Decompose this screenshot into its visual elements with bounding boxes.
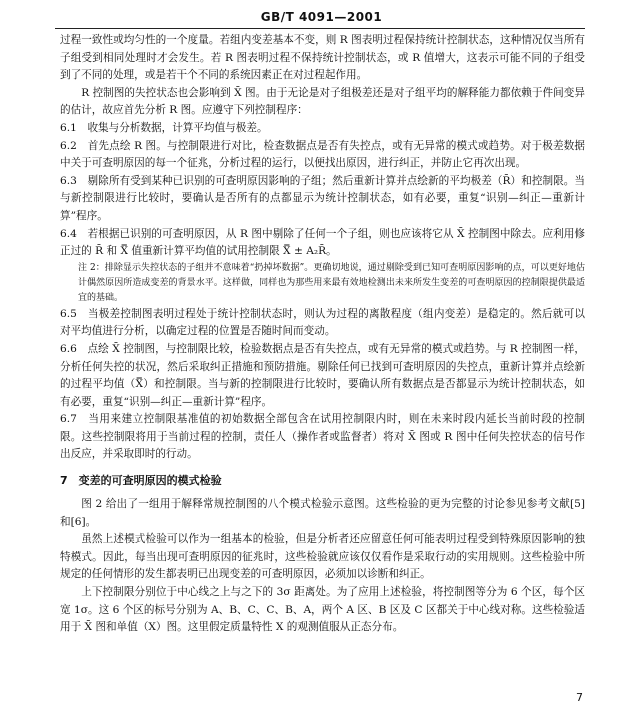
item-6-3: 6.3 剔除所有受到某种已识别的可查明原因影响的子组；然后重新计算并点绘新的平均极差（R̄）和控制限。当与新控制限进行比较时，要确认是否所有的点都显示为统计控制状态，如有必要，重复“识别—纠正—重新计算”程序。	[60, 174, 585, 222]
section-7-heading: 7 变差的可查明原因的模式检验	[60, 474, 222, 488]
item-6-6: 6.6 点绘 X̄ 控制图，与控制限比较，检验数据点是否有失控点，或有无异常的模式或趋势。与 R 控制图一样，分析任何失控的状况，然后采取纠正措施和预防措施。剔除任何已找到可查明原因的失控点，重新计算并点绘新的过程平均值（X̿）和控制限。当与新的控制限进行比较时，要确认所有数据点是否都显示为统计控制状态，如有必要，重复“识别—纠正—重新计算”程序。	[60, 342, 585, 408]
section-7-paragraph: 虽然上述模式检验可以作为一组基本的检验，但是分析者还应留意任何可能表明过程受到特殊原因影响的独特模式。因此，每当出现可查明原因的征兆时，这些检验就应该仅仅看作是采取行动的实用规则。这些检验中所规定的任何情形的发生都表明已出现变差的可查明原因，必须加以诊断和纠正。	[60, 533, 585, 581]
item-6-4: 6.4 若根据已识别的可查明原因，从 R 图中剔除了任何一个子组，则也应该将它从 X̄ 控制图中除去。应利用修正过的 R̄ 和 X̿ 值重新计算平均值的试用控制限 X̿ ± A₂R̄。	[60, 227, 585, 258]
item-6-7: 6.7 当用来建立控制限基准值的初始数据全部包含在试用控制限内时，则在未来时段内延长当前时段的控制限。这些控制限将用于当前过程的控制，责任人（操作者或监督者）将对 X̄ 图或 R 图中任何失控状态的信号作出反应，并采取即时的行动。	[60, 413, 585, 461]
page-header: GB/T 4091—2001	[260, 10, 383, 24]
page-number: 7	[576, 691, 583, 704]
paragraph-r-chart: R 控制图的失控状态也会影响到 X̄ 图。由于无论是对子组极差还是对子组平均的解释能力都依赖于件间变异的估计，故应首先分析 R 图。应遵守下列控制程序：	[60, 86, 585, 117]
note-2: 注 2：排除显示失控状态的子组并不意味着“扔掉坏数据”。更确切地说，通过剔除受到已知可查明原因影响的点，可以更好地估计偶然原因所造成变差的背景水平。这样做，同样也为那些用来最有效地检测出未来所发生变差的可查明原因的控制限提供最适宜的基础。	[78, 262, 585, 303]
item-6-1: 6.1 收集与分析数据，计算平均值与极差。	[60, 121, 268, 134]
section-7-paragraph: 图 2 给出了一组用于解释常规控制图的八个模式检验示意图。这些检验的更为完整的讨论参见参考文献[5]和[6]。	[60, 498, 585, 528]
item-6-5: 6.5 当极差控制图表明过程处于统计控制状态时，则认为过程的离散程度（组内变差）是稳定的。然后就可以对平均值进行分析，以确定过程的位置是否随时间而变动。	[60, 307, 585, 338]
document-body	[60, 32, 585, 637]
paragraph-continuation: 过程一致性或均匀性的一个度量。若组内变差基本不变，则 R 图表明过程保持统计控制状态，这种情况仅当所有子组受到相同处理时才会发生。若 R 图表明过程不保持统计控制状态，或 R 值增大，这表示可能不同的子组受到了不同的处理，或是若干个不同的系统因素正在对过程起作用。	[60, 34, 585, 82]
section-7-paragraph: 上下控制限分别位于中心线之上与之下的 3σ 距离处。为了应用上述检验，将控制图等分为 6 个区，每个区宽 1σ。这 6 个区的标号分别为 A、B、C、C、B、A，两个 A 区、B 区及 C 区都关于中心线对称。这些检验适用于 X̄ 图和单值（X）图。这里假定质量特性 X 的观测值服从正态分布。	[60, 586, 585, 634]
header-rule	[55, 28, 585, 29]
item-6-2: 6.2 首先点绘 R 图。与控制限进行对比，检查数据点是否有失控点，或有无异常的模式或趋势。对于极差数据中关于可查明原因的每一个征兆，分析过程的运行，以便找出原因，进行纠正，并防止它再次出现。	[60, 139, 585, 170]
